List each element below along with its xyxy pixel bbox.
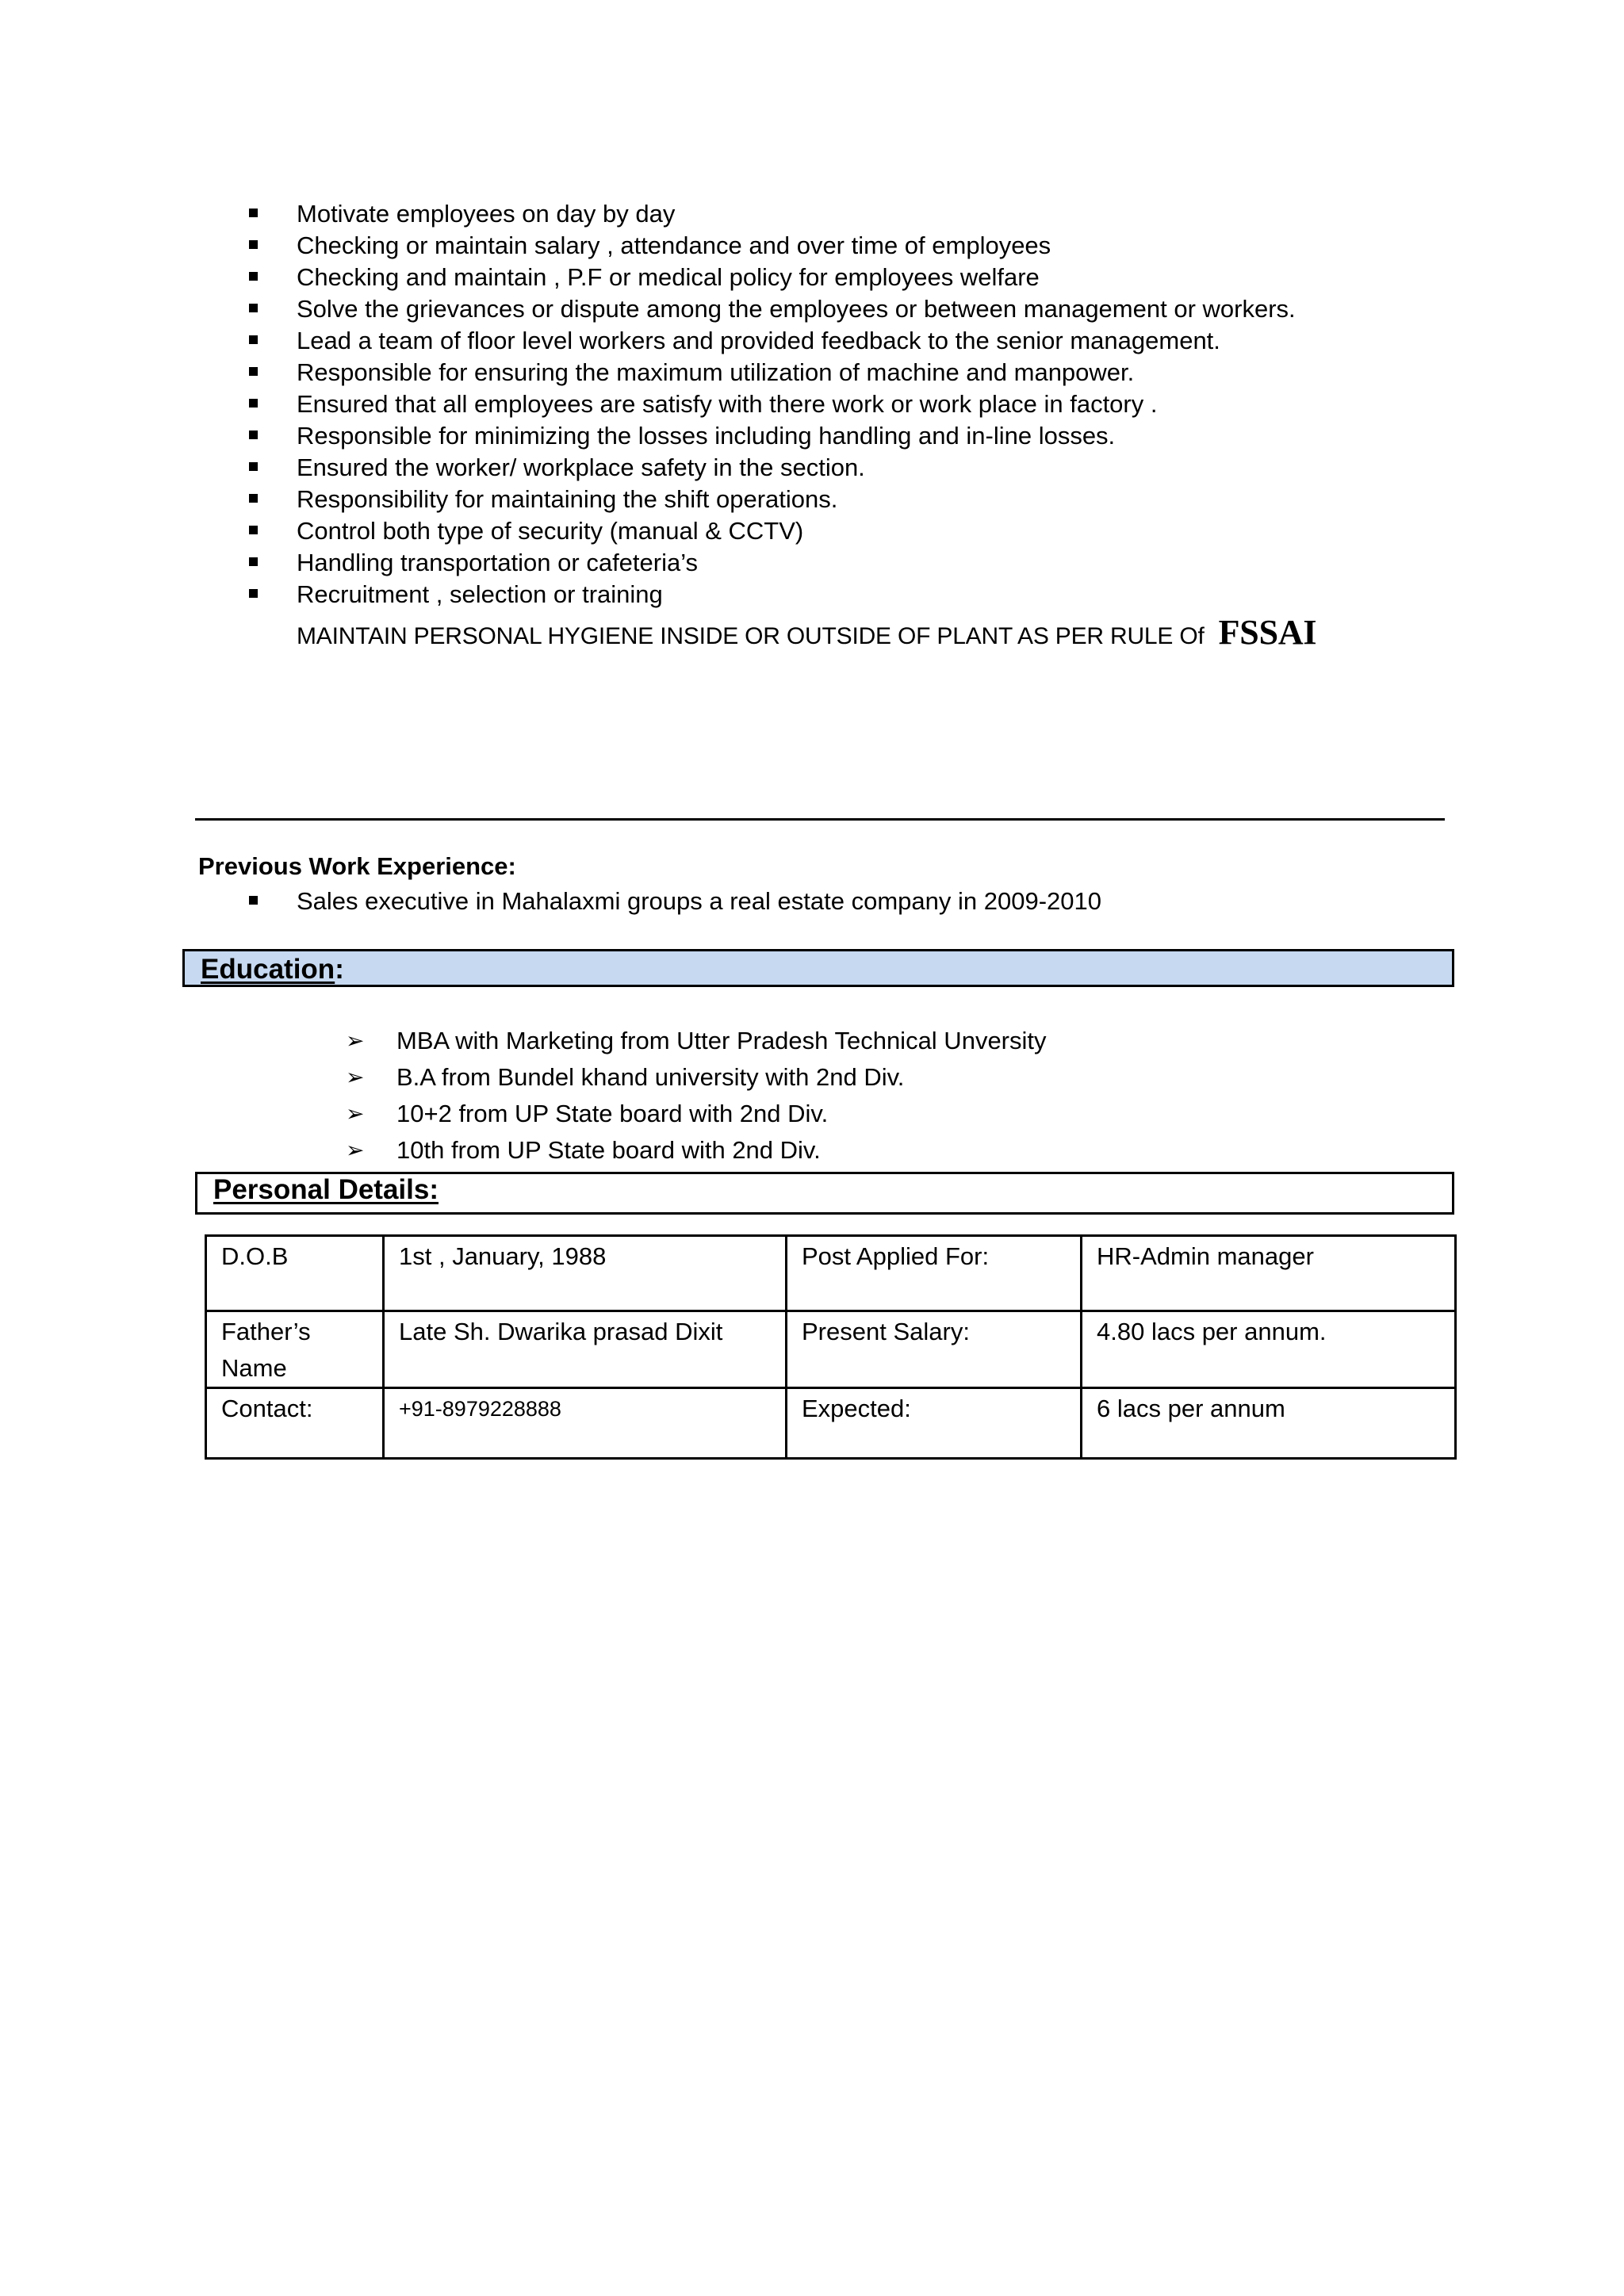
list-item: Checking and maintain , P.F or medical policy for employees welfare: [247, 262, 1532, 293]
table-cell: Post Applied For:: [787, 1236, 1082, 1311]
table-cell: 4.80 lacs per annum.: [1082, 1311, 1456, 1388]
horizontal-divider: [195, 818, 1445, 821]
list-item: Ensured that all employees are satisfy with there work or work place in factory .: [247, 388, 1532, 420]
education-list: [346, 1023, 1047, 1169]
table-cell: Present Salary:: [787, 1311, 1082, 1388]
list-item: Motivate employees on day by day: [247, 198, 1532, 230]
table-cell: D.O.B: [206, 1236, 384, 1311]
duties-list: [247, 198, 1532, 610]
arrow-bullet-icon: ➢: [346, 1137, 365, 1163]
list-item: Responsibility for maintaining the shift operations.: [247, 484, 1532, 515]
square-bullet-icon: [249, 272, 258, 281]
personal-details-heading: Personal Details:: [213, 1174, 439, 1205]
arrow-bullet-icon: ➢: [346, 1100, 365, 1127]
table-row: [206, 1311, 1456, 1388]
education-heading: Education:: [201, 954, 344, 985]
arrow-bullet-icon: ➢: [346, 1027, 365, 1054]
list-item: Sales executive in Mahalaxmi groups a real estate company in 2009-2010: [247, 886, 1101, 917]
square-bullet-icon: [249, 526, 258, 534]
previous-work-list: [247, 886, 1101, 917]
table-row: [206, 1236, 1456, 1311]
list-item: Checking or maintain salary , attendance and over time of employees: [247, 230, 1532, 262]
list-item: Ensured the worker/ workplace safety in the section.: [247, 452, 1532, 484]
list-item: Recruitment , selection or training: [247, 579, 1532, 610]
hygiene-statement: MAINTAIN PERSONAL HYGIENE INSIDE OR OUTSIDE OF PLANT AS PER RULE Of FSSAI: [297, 613, 1317, 652]
list-item: Responsible for minimizing the losses including handling and in-line losses.: [247, 420, 1532, 452]
list-item: ➢ 10+2 from UP State board with 2nd Div.: [346, 1096, 1047, 1132]
table-row: [206, 1388, 1456, 1459]
education-header-bar: [182, 949, 1454, 987]
square-bullet-icon: [249, 589, 258, 598]
list-item: Lead a team of floor level workers and provided feedback to the senior management.: [247, 325, 1532, 357]
square-bullet-icon: [249, 430, 258, 439]
square-bullet-icon: [249, 367, 258, 376]
list-item: Responsible for ensuring the maximum utilization of machine and manpower.: [247, 357, 1532, 388]
table-cell: HR-Admin manager: [1082, 1236, 1456, 1311]
square-bullet-icon: [249, 240, 258, 249]
table-cell: Contact:: [206, 1388, 384, 1459]
list-item: ➢ 10th from UP State board with 2nd Div.: [346, 1132, 1047, 1169]
square-bullet-icon: [249, 896, 258, 905]
list-item: ➢ B.A from Bundel khand university with 2nd Div.: [346, 1059, 1047, 1096]
square-bullet-icon: [249, 304, 258, 312]
list-item: Control both type of security (manual & CCTV): [247, 515, 1532, 547]
previous-work-heading: Previous Work Experience:: [198, 852, 516, 880]
table-cell: Father’s Name: [206, 1311, 384, 1388]
square-bullet-icon: [249, 462, 258, 471]
table-cell: Expected:: [787, 1388, 1082, 1459]
table-cell: Late Sh. Dwarika prasad Dixit: [384, 1311, 787, 1388]
square-bullet-icon: [249, 494, 258, 503]
list-item: Handling transportation or cafeteria’s: [247, 547, 1532, 579]
square-bullet-icon: [249, 209, 258, 217]
arrow-bullet-icon: ➢: [346, 1064, 365, 1090]
list-item: ➢ MBA with Marketing from Utter Pradesh Technical Unversity: [346, 1023, 1047, 1059]
personal-details-header: [195, 1172, 1454, 1215]
square-bullet-icon: [249, 557, 258, 566]
square-bullet-icon: [249, 399, 258, 408]
list-item: Solve the grievances or dispute among the employees or between management or workers.: [247, 293, 1532, 325]
square-bullet-icon: [249, 335, 258, 344]
table-cell: 1st , January, 1988: [384, 1236, 787, 1311]
fssai-emphasis: FSSAI: [1218, 613, 1317, 652]
table-cell: 6 lacs per annum: [1082, 1388, 1456, 1459]
table-cell: +91-8979228888: [384, 1388, 787, 1459]
personal-details-table: [205, 1234, 1457, 1460]
